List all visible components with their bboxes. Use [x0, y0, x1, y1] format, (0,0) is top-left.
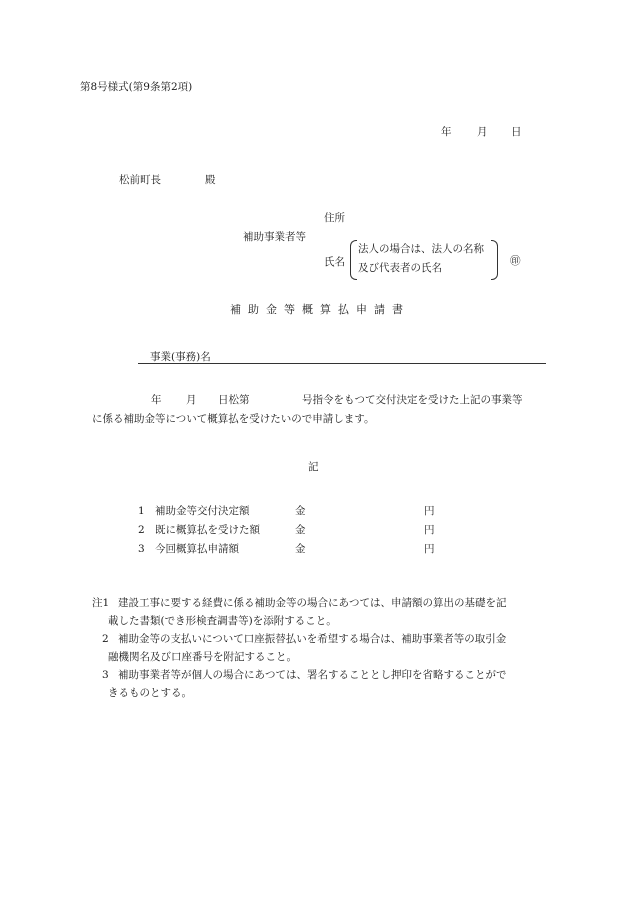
item-kin: 金: [295, 524, 306, 536]
form-number: 第8号様式(第9条第2項): [80, 81, 193, 93]
item-label: 補助金等交付決定額: [155, 505, 250, 517]
note-number: 3: [102, 669, 109, 681]
corp-note-line1: 法人の場合は、法人の名称: [358, 243, 484, 255]
body-month: 月: [186, 394, 197, 406]
date-day: 日: [511, 126, 522, 138]
body-line1-rest: 号指令をもつて交付決定を受けた上記の事業等: [302, 394, 523, 406]
name-label: 氏名: [324, 256, 345, 268]
body-line2: に係る補助金等について概算払を受けたいので申請します。: [92, 413, 375, 425]
note-line1: 建設工事に要する経費に係る補助金等の場合にあつては、申請額の算出の基礎を記: [118, 597, 507, 609]
item-yen: 円: [424, 524, 435, 536]
item-kin: 金: [295, 505, 306, 517]
project-label: 事業(事務)名: [150, 351, 211, 363]
item-label: 既に概算払を受けた額: [155, 524, 260, 536]
note-line1: 補助事業者等が個人の場合にあつては、署名することとし押印を省略することがで: [118, 669, 507, 681]
body-day-prefix: 日松第: [218, 394, 250, 406]
item-yen: 円: [424, 505, 435, 517]
address-label: 住所: [324, 212, 345, 224]
item-number: 1: [138, 505, 145, 517]
item-label: 今回概算払申請額: [155, 543, 239, 555]
note-line2: 融機関名及び口座番号を附記すること。: [108, 651, 297, 663]
ki-heading: 記: [308, 461, 319, 473]
project-underline: [138, 363, 546, 364]
note-number: 注1: [92, 597, 110, 609]
body-year: 年: [151, 394, 162, 406]
date-year: 年: [441, 126, 452, 138]
addressee-honorific: 殿: [205, 174, 216, 186]
right-bracket: [491, 240, 498, 280]
note-number: 2: [102, 633, 109, 645]
item-number: 3: [138, 543, 145, 555]
item-kin: 金: [295, 543, 306, 555]
left-bracket: [350, 240, 357, 280]
note-line2: 載した書類(でき形検査調書等)を添附すること。: [108, 615, 337, 627]
date-month: 月: [477, 126, 488, 138]
applicant-role-label: 補助事業者等: [243, 231, 306, 243]
note-line2: きるものとする。: [108, 687, 192, 699]
addressee-name: 松前町長: [119, 174, 161, 186]
item-number: 2: [138, 524, 145, 536]
note-line1: 補助金等の支払いについて口座振替払いを希望する場合は、補助事業者等の取引金: [118, 633, 507, 645]
item-yen: 円: [424, 543, 435, 555]
seal-mark: ㊞: [510, 255, 521, 267]
document-title: 補助金等概算払申請書: [230, 303, 410, 316]
corp-note-line2: 及び代表者の氏名: [358, 262, 442, 274]
